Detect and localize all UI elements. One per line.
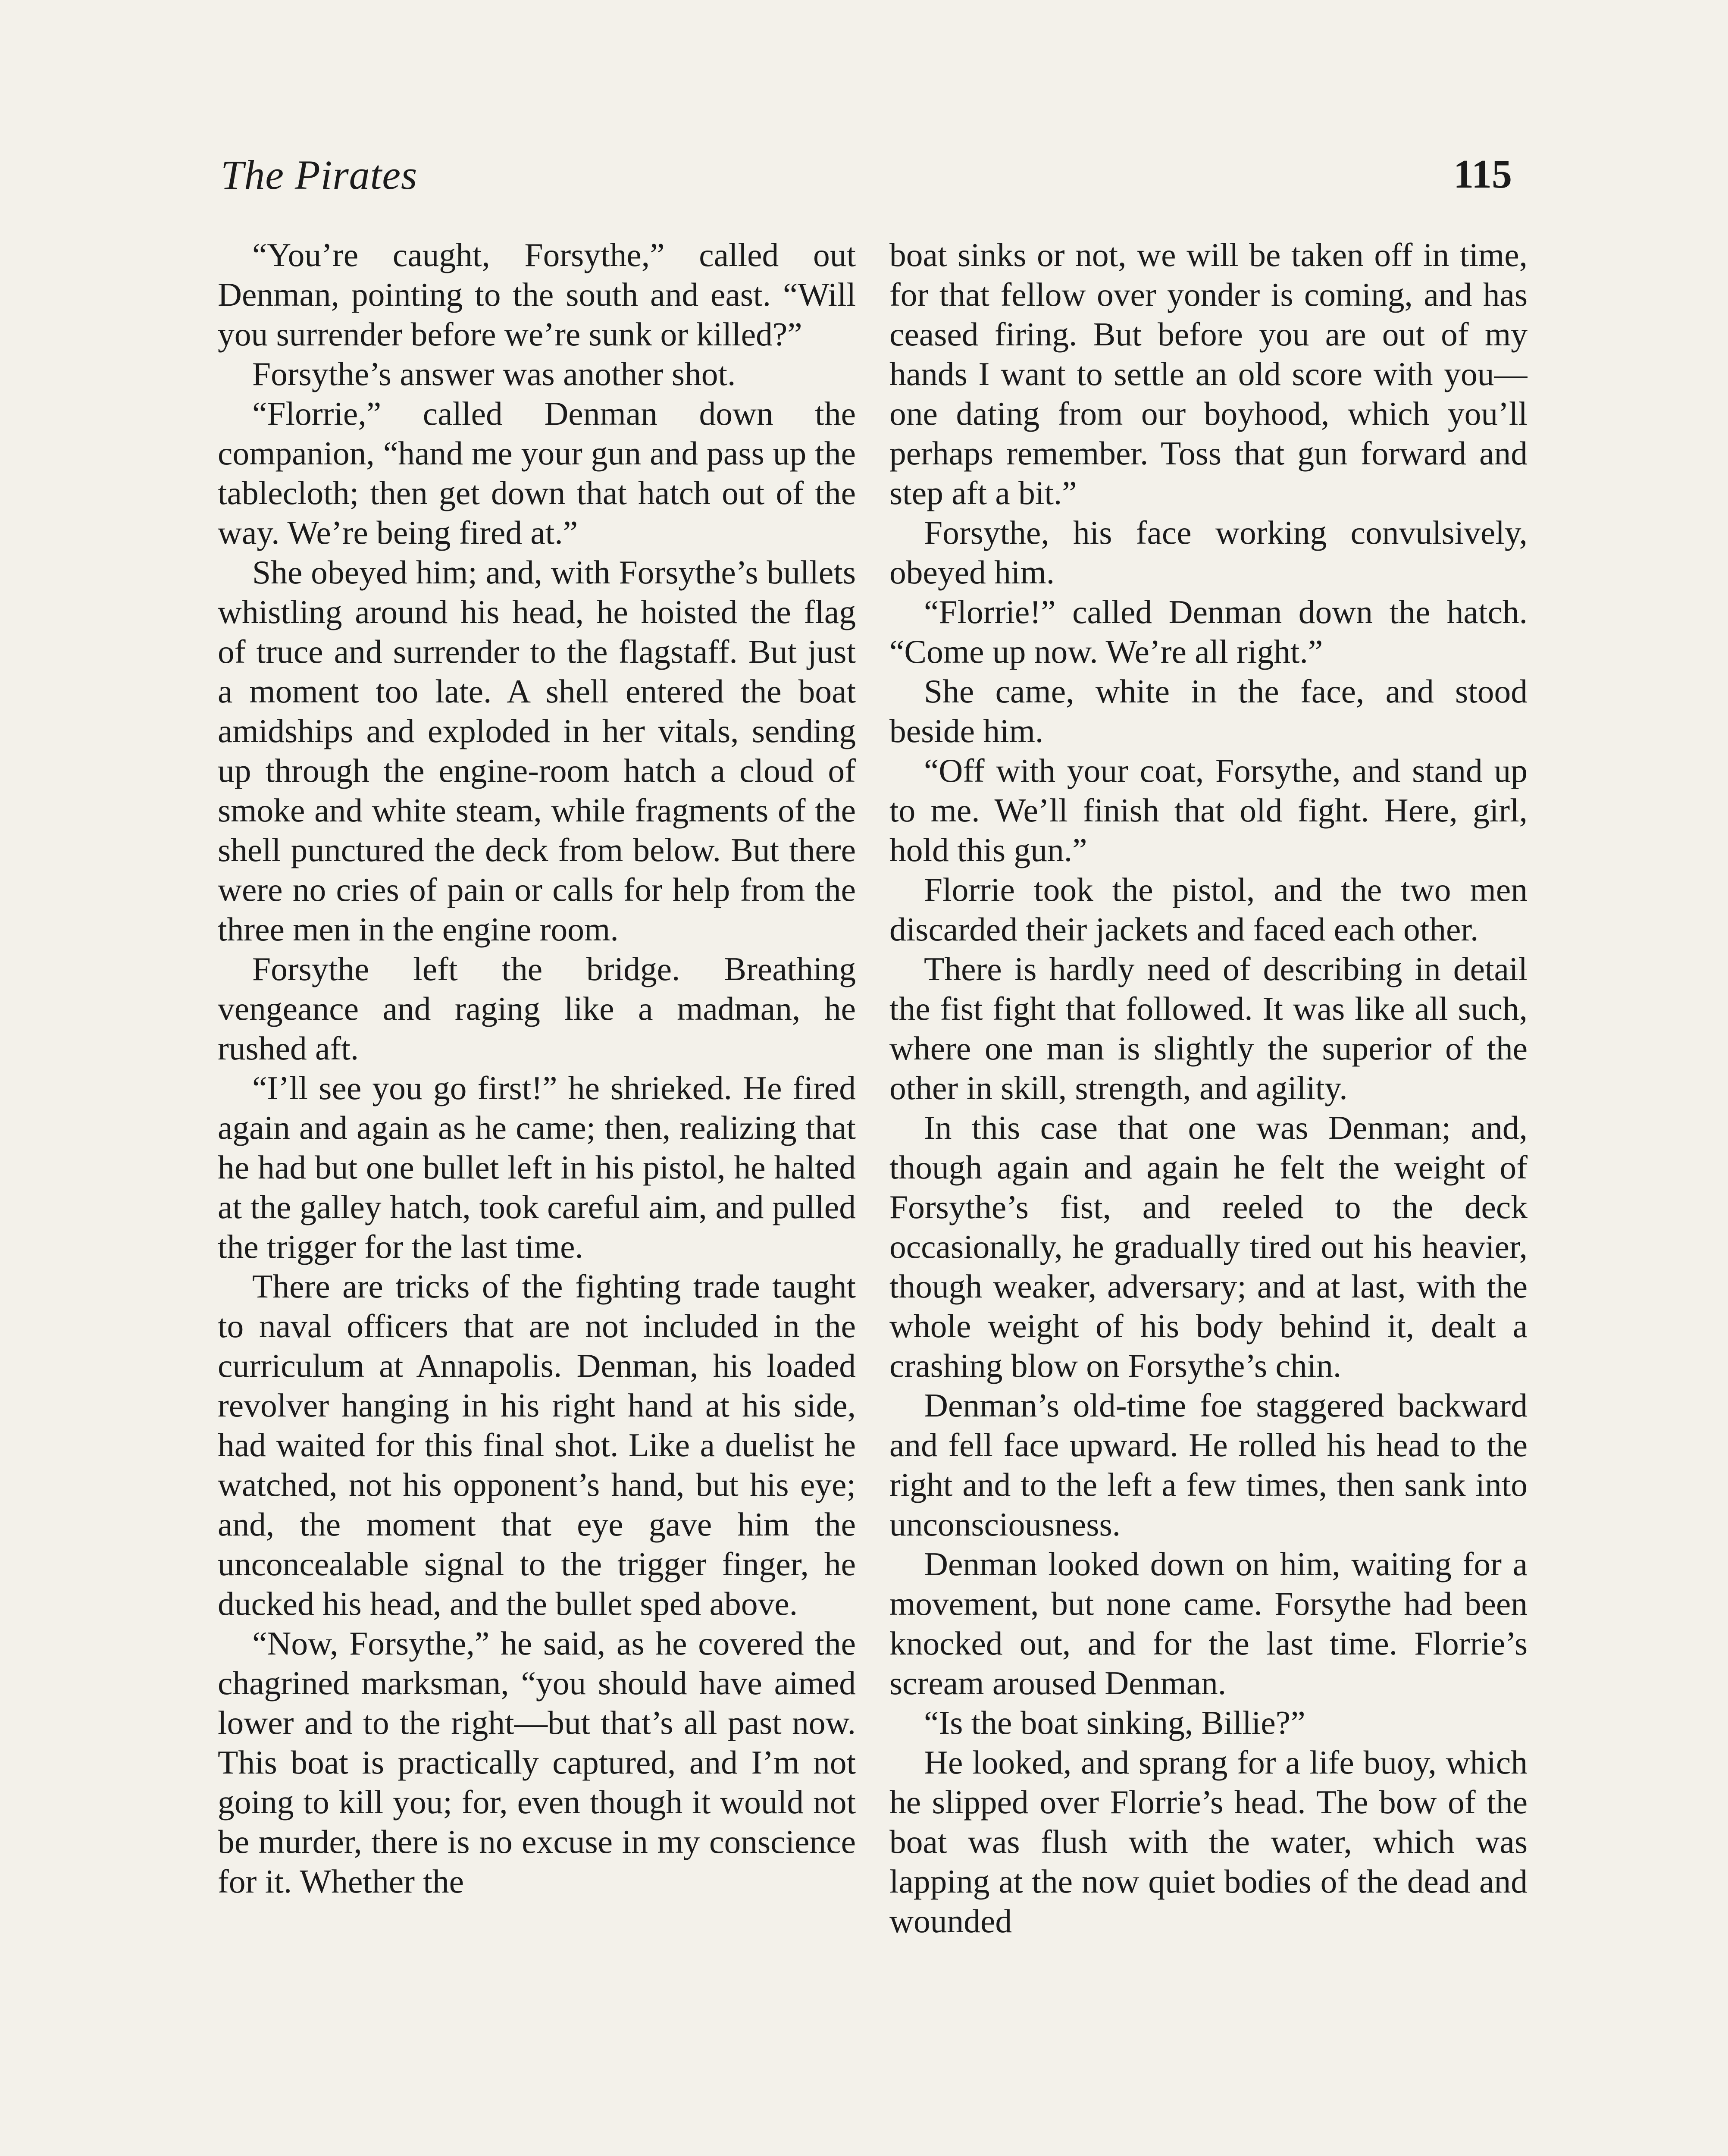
paragraph: “Is the boat sinking, Billie?” <box>924 1704 1305 1741</box>
paragraph: Forsythe’s answer was another shot. <box>252 355 736 392</box>
paragraph: Denman’s old-time foe staggered backward and fell face upward. He rolled his head to the right and to the left a few times, then sank into unconsciousness. <box>889 1387 1528 1543</box>
paragraph: She obeyed him; and, with Forsythe’s bullets whistling around his head, he hoisted the flag of truce and surrender to the flagstaff. But just a moment too late. A shell entered the boat amidships and exploded in her vitals, sending up through the engine-room hatch a cloud of smoke and white steam, while fragments of the shell punctured the deck from below. But there were no cries of pain or calls for help from the three men in the engine room. <box>218 554 856 948</box>
paragraph: He looked, and sprang for a life buoy, which he slipped over Florrie’s head. The bow of the boat was flush with the water, which was lapping at the now quiet bodies of the dead and wounded <box>889 1744 1528 1940</box>
paragraph: In this case that one was Denman; and, though again and again he felt the weight of Forsythe’s fist, and reeled to the deck occasionally, he gradually tired out his heavier, though weaker, adversary; and at last, with the whole weight of his body behind it, dealt a crashing blow on Forsythe’s chin. <box>889 1109 1528 1384</box>
paragraph: Forsythe left the bridge. Breathing vengeance and raging like a madman, he rushed aft. <box>218 950 856 1067</box>
paragraph: “Off with your coat, Forsythe, and stand up to me. We’ll finish that old fight. Here, girl, hold this gun.” <box>889 752 1528 868</box>
paragraph: “You’re caught, Forsythe,” called out Denman, pointing to the south and east. “Will you surrender before we’re sunk or killed?” <box>218 236 856 353</box>
book-title: The Pirates <box>221 152 418 198</box>
page-number: 115 <box>1453 152 1512 197</box>
paragraph: Forsythe, his face working convulsively, obeyed him. <box>889 514 1528 591</box>
paragraph-continuation: boat sinks or not, we will be taken off in time, for that fellow over yonder is coming, and has ceased firing. But before you are out of my hands I want to settle an old score with you—one dating from our boyhood, which you’ll perhaps remember. Toss that gun forward and step aft a bit.” <box>889 236 1528 511</box>
paragraph: “I’ll see you go first!” he shrieked. He fired again and again as he came; then, realizing that he had but one bullet left in his pistol, he halted at the galley hatch, took careful aim, and pulled the trigger for the last time. <box>218 1069 856 1265</box>
paragraph: Florrie took the pistol, and the two men discarded their jackets and faced each other. <box>889 871 1528 948</box>
paragraph: There are tricks of the fighting trade taught to naval officers that are not included in the curriculum at Annapolis. Denman, his loaded revolver hanging in his right hand at his side, had waited for this final shot. Like a duelist he watched, not his opponent’s hand, but his eye; and, the moment that eye gave him the unconcealable signal to the trigger finger, he ducked his head, and the bullet sped above. <box>218 1268 856 1622</box>
paragraph: Denman looked down on him, waiting for a movement, but none came. Forsythe had been knocked out, and for the last time. Florrie’s scream aroused Denman. <box>889 1545 1528 1702</box>
paragraph: She came, white in the face, and stood beside him. <box>889 673 1528 749</box>
paragraph: “Florrie!” called Denman down the hatch. “Come up now. We’re all right.” <box>889 593 1528 670</box>
paragraph: “Florrie,” called Denman down the companion, “hand me your gun and pass up the tablecloth; then get down that hatch out of the way. We’re being fired at.” <box>218 395 856 551</box>
right-column <box>889 235 1528 2156</box>
running-head <box>221 151 1512 216</box>
left-column <box>218 235 856 2156</box>
paragraph: “Now, Forsythe,” he said, as he covered the chagrined marksman, “you should have aimed lower and to the right—but that’s all past now. This boat is practically captured, and I’m not going to kill you; for, even though it would not be murder, there is no excuse in my conscience for it. Whether the <box>218 1625 856 1900</box>
paragraph: There is hardly need of describing in detail the fist fight that followed. It was like all such, where one man is slightly the superior of the other in skill, strength, and agility. <box>889 950 1528 1106</box>
